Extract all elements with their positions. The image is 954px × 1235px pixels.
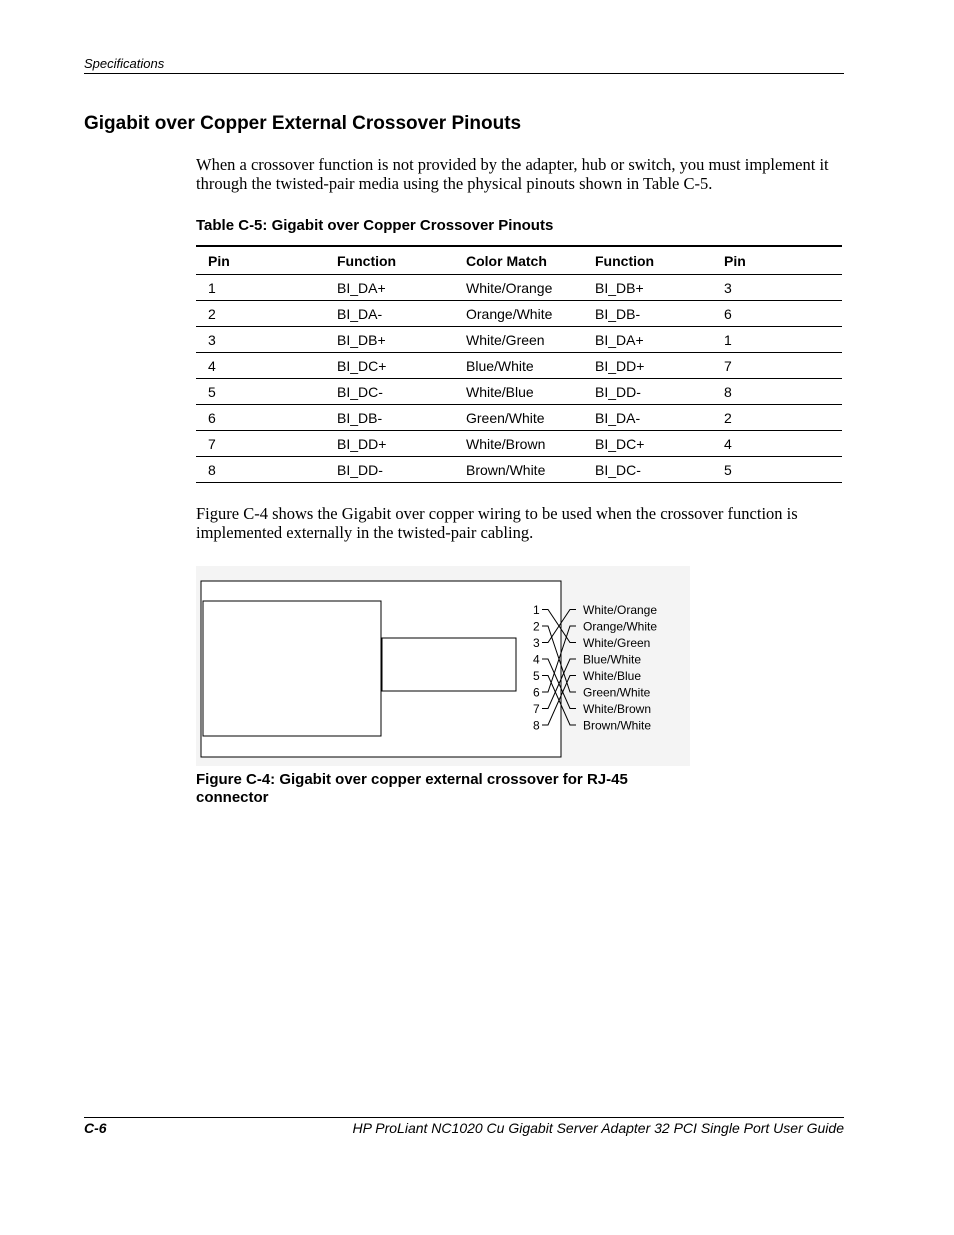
table-cell: BI_DA- <box>583 405 712 431</box>
table-cell: 3 <box>712 275 842 301</box>
col-header-color-match: Color Match <box>454 246 583 275</box>
pin-number: 6 <box>533 685 540 700</box>
table-cell: 6 <box>196 405 325 431</box>
table-row <box>196 327 842 353</box>
table-cell: 6 <box>712 301 842 327</box>
table-row <box>196 275 842 301</box>
col-header-pin: Pin <box>196 246 325 275</box>
table-cell: BI_DB- <box>583 301 712 327</box>
table-cell: 2 <box>196 301 325 327</box>
table-cell: 3 <box>196 327 325 353</box>
table-cell: BI_DA+ <box>583 327 712 353</box>
table-cell: 4 <box>712 431 842 457</box>
wire-label: Brown/White <box>583 718 652 733</box>
table-cell: BI_DC+ <box>325 353 454 379</box>
running-header: Specifications <box>84 56 165 71</box>
pin-number: 4 <box>533 652 540 667</box>
wire-label: Green/White <box>583 685 651 700</box>
table-header-row <box>196 246 842 275</box>
pin-number: 5 <box>533 669 540 683</box>
pin-number: 3 <box>533 636 540 650</box>
table-cell: 8 <box>712 379 842 405</box>
table-cell: Green/White <box>454 405 583 431</box>
col-header-pin-2: Pin <box>712 246 842 275</box>
table-cell: Blue/White <box>454 353 583 379</box>
adapter-body <box>203 601 381 736</box>
wire-label: Orange/White <box>583 619 658 634</box>
table-cell: Orange/White <box>454 301 583 327</box>
wire-label: White/Orange <box>583 603 658 617</box>
header-rule <box>84 73 844 74</box>
table-cell: 1 <box>196 275 325 301</box>
table-cell: BI_DB+ <box>325 327 454 353</box>
footer-rule <box>84 1117 844 1118</box>
table-cell: 1 <box>712 327 842 353</box>
guide-title: HP ProLiant NC1020 Cu Gigabit Server Adapter 32 PCI Single Port User Guide <box>352 1120 844 1136</box>
table-cell: 5 <box>712 457 842 483</box>
table-cell: BI_DC+ <box>583 431 712 457</box>
wire-label: Blue/White <box>583 652 642 667</box>
figure-reference-paragraph: Figure C-4 shows the Gigabit over copper wiring to be used when the crossover function is implemented externally in the twisted-pair cabling. <box>196 504 798 542</box>
table-cell: BI_DA- <box>325 301 454 327</box>
table-cell: BI_DD+ <box>325 431 454 457</box>
table-cell: 7 <box>712 353 842 379</box>
table-cell: BI_DB- <box>325 405 454 431</box>
wire-label: White/Blue <box>583 669 642 683</box>
table-row <box>196 379 842 405</box>
table-caption: Table C-5: Gigabit over Copper Crossover Pinouts <box>196 217 554 234</box>
table-row <box>196 353 842 379</box>
pin-number: 7 <box>533 702 540 716</box>
table-cell: 5 <box>196 379 325 405</box>
table-row <box>196 457 842 483</box>
table-cell: BI_DA+ <box>325 275 454 301</box>
table-cell: 7 <box>196 431 325 457</box>
table-cell: White/Orange <box>454 275 583 301</box>
table-row <box>196 301 842 327</box>
table-cell: 8 <box>196 457 325 483</box>
pin-number: 2 <box>533 619 540 634</box>
pinouts-table <box>196 245 842 483</box>
pin-number: 1 <box>533 603 540 617</box>
table-cell: BI_DD+ <box>583 353 712 379</box>
intro-paragraph: When a crossover function is not provided by the adapter, hub or switch, you must implement it through the twisted-pair media using the physical pinouts shown in Table C-5. <box>196 155 829 193</box>
table-cell: 2 <box>712 405 842 431</box>
col-header-function-2: Function <box>583 246 712 275</box>
table-cell: BI_DC- <box>583 457 712 483</box>
page-number: C-6 <box>84 1120 107 1136</box>
table-cell: Brown/White <box>454 457 583 483</box>
crossover-figure <box>196 566 690 766</box>
table-cell: BI_DD- <box>325 457 454 483</box>
table-cell: BI_DC- <box>325 379 454 405</box>
table-cell: BI_DB+ <box>583 275 712 301</box>
section-title: Gigabit over Copper External Crossover Pinouts <box>84 113 522 134</box>
table-cell: White/Brown <box>454 431 583 457</box>
table-row <box>196 431 842 457</box>
figure-caption: Figure C-4: Gigabit over copper external crossover for RJ-45 connector <box>196 771 628 806</box>
table-row <box>196 405 842 431</box>
table-cell: 4 <box>196 353 325 379</box>
wire-label: White/Green <box>583 636 651 650</box>
wire-label: White/Brown <box>583 702 652 716</box>
table-cell: White/Green <box>454 327 583 353</box>
table-cell: White/Blue <box>454 379 583 405</box>
pin-number: 8 <box>533 718 540 733</box>
crossover-diagram <box>196 566 690 766</box>
col-header-function: Function <box>325 246 454 275</box>
rj45-plug <box>382 638 516 691</box>
table-cell: BI_DD- <box>583 379 712 405</box>
